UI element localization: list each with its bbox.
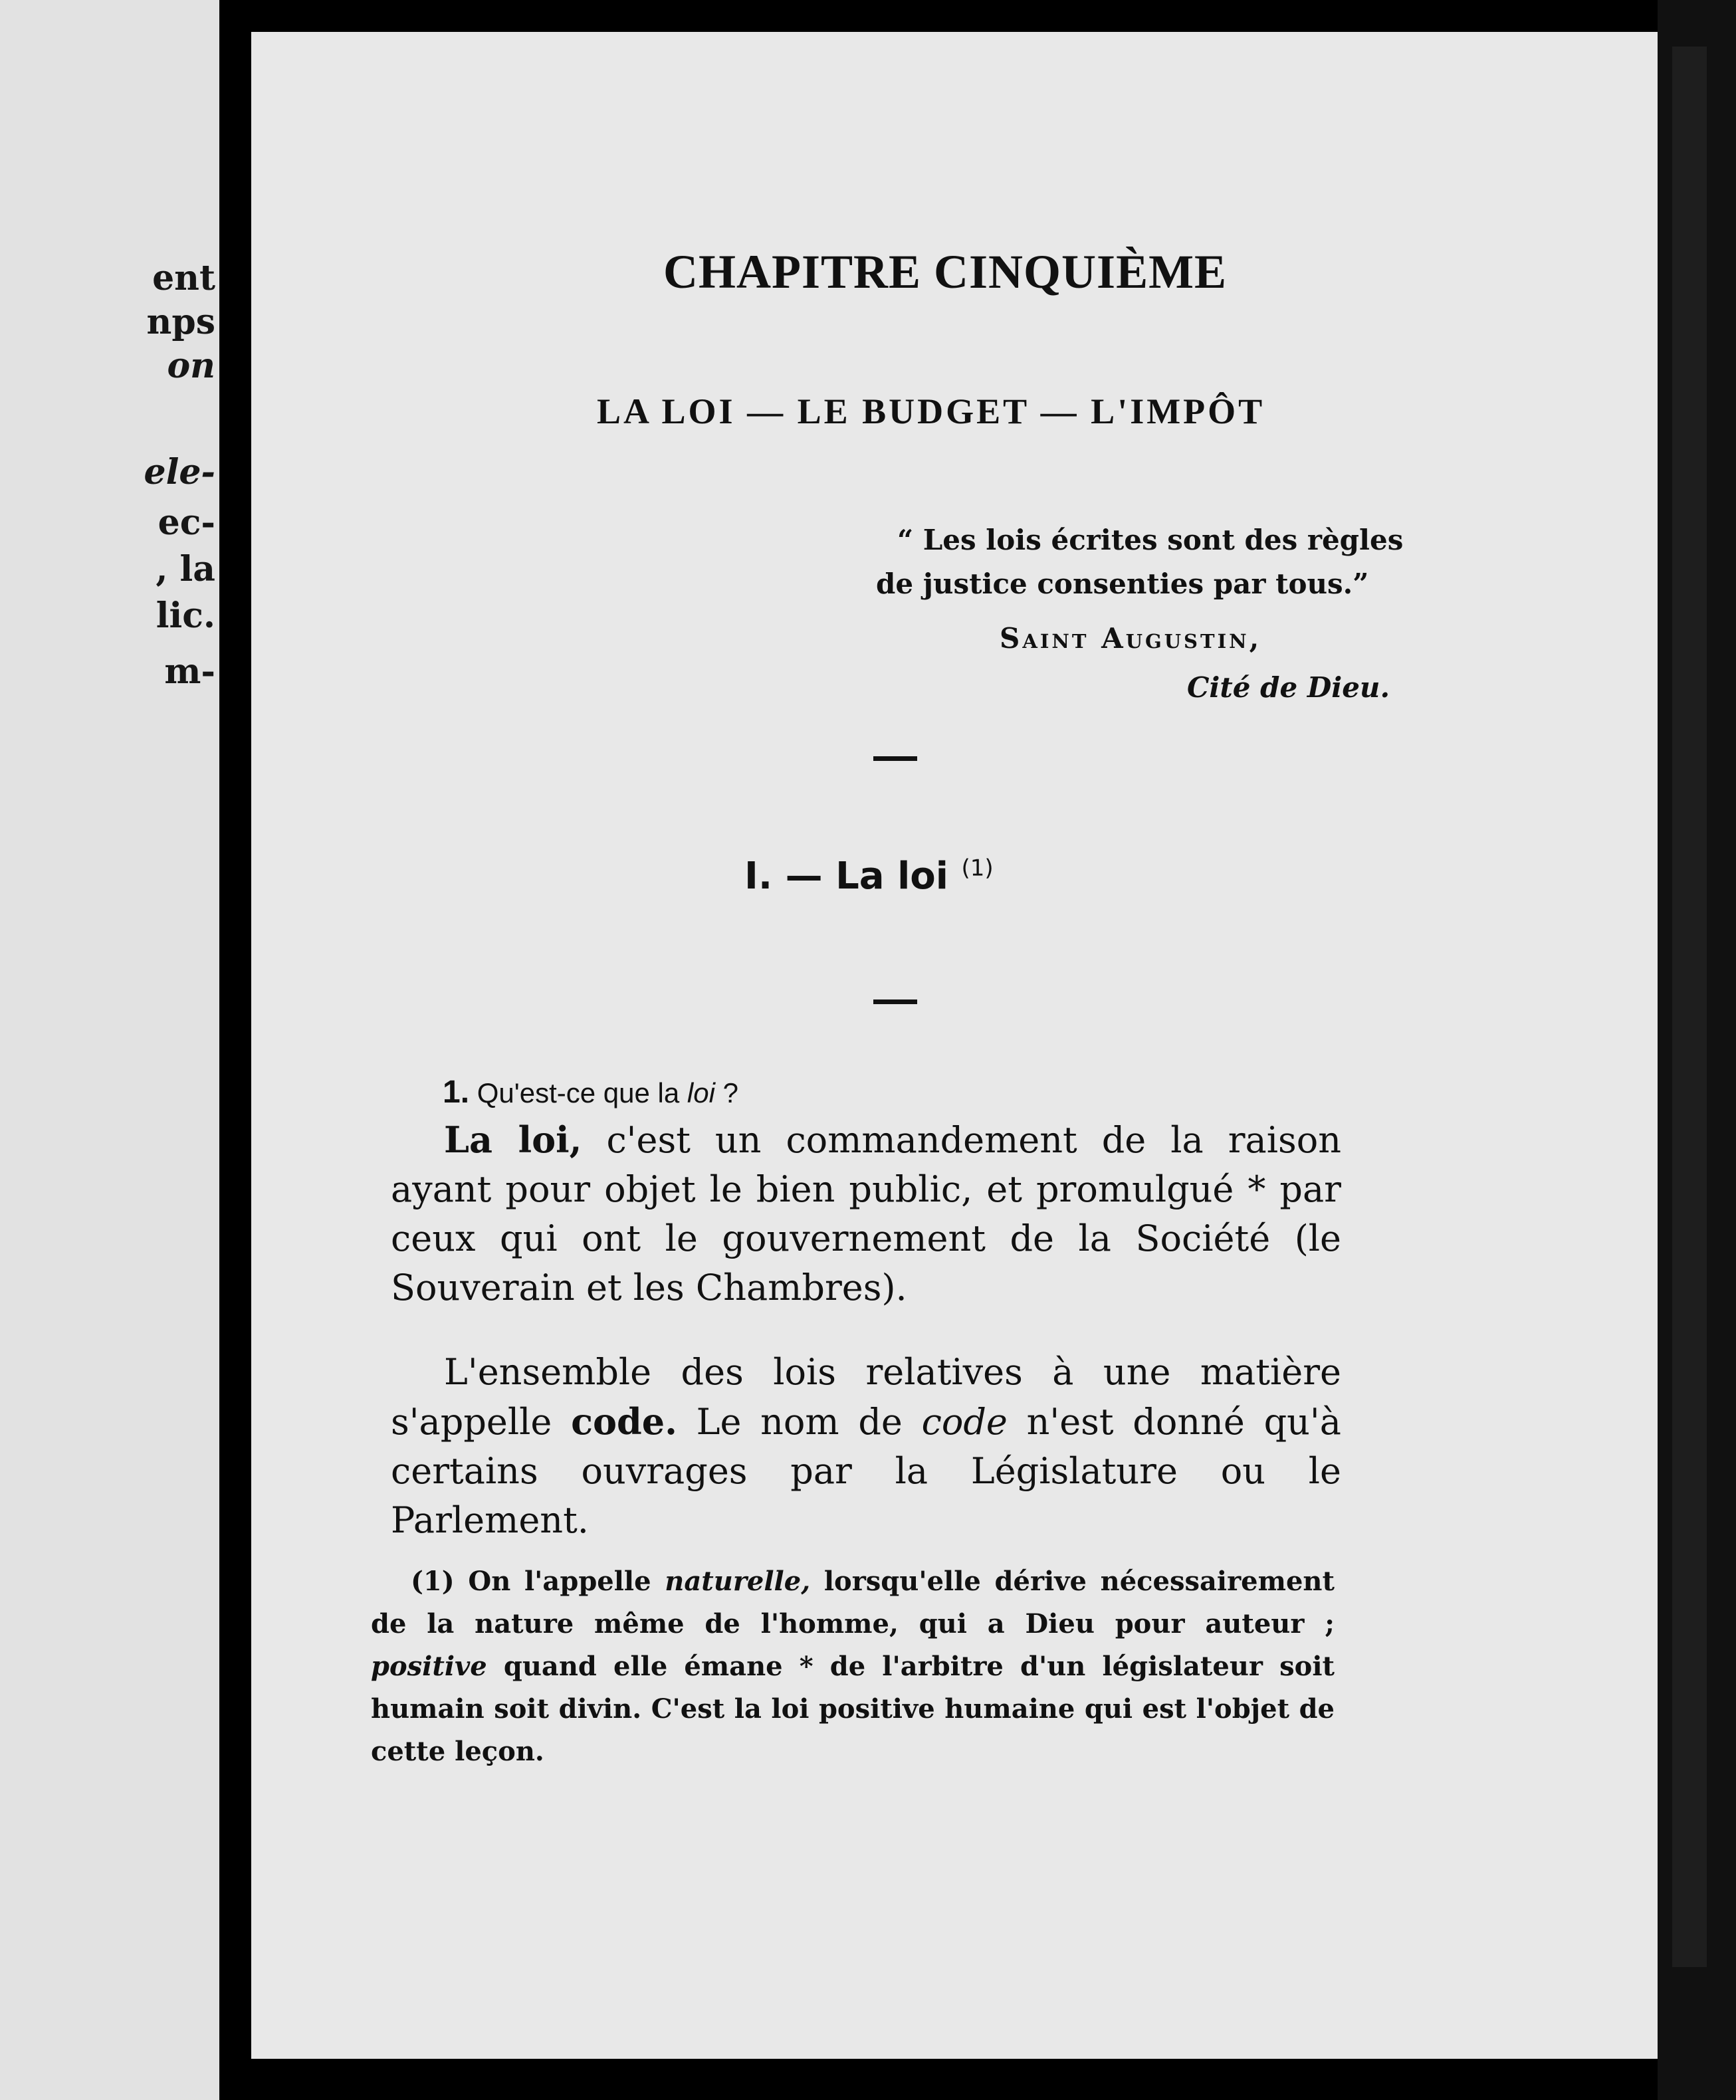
- chapter-title: CHAPITRE CINQUIÈME: [663, 245, 1228, 298]
- footnote-marker: (1): [411, 1566, 455, 1597]
- previous-page-fragment: ec-: [158, 502, 215, 543]
- question: [443, 1074, 738, 1110]
- book-page: [251, 32, 1658, 2059]
- page-edge: [1658, 0, 1736, 2100]
- paragraph-text: L'ensemble des lois relatives à une matière s'appelle: [391, 1351, 1341, 1443]
- italic-term: code: [921, 1401, 1008, 1443]
- section-heading-text: I. — La loi: [744, 855, 948, 898]
- footnote: [371, 1560, 1335, 1773]
- footnote-term: positive: [371, 1651, 487, 1682]
- paragraph-text: c'est un commandement de la raison ayant pour objet le bien public, et promulgué * par ceux qui ont le gouvernement de la Société (le Souverain et les Chambres).: [391, 1119, 1341, 1309]
- footnote-reference: (1): [961, 855, 994, 882]
- footnote-term: naturelle,: [665, 1566, 811, 1597]
- question-mark: ?: [722, 1077, 738, 1108]
- defined-term: code.: [571, 1400, 677, 1443]
- answer-paragraph: [391, 1115, 1341, 1312]
- section-heading: [744, 855, 994, 898]
- footnote-text: quand elle émane * de l'arbitre d'un législateur soit humain soit divin. C'est la loi positive humaine qui est l'objet de cette leçon.: [371, 1651, 1335, 1767]
- previous-page-fragment: nps: [146, 302, 215, 342]
- footnote-text: lorsqu'elle dérive nécessairement de la nature même de l'homme, qui a Dieu pour auteur ;: [371, 1566, 1335, 1639]
- paragraph-text: Le nom de: [696, 1401, 903, 1443]
- epigraph-line: “ Les lois écrites sont des règles: [897, 524, 1404, 556]
- question-term: loi: [687, 1077, 715, 1108]
- epigraph-line: de justice consenties par tous.”: [876, 568, 1369, 600]
- epigraph-author: Saint Augustin,: [1000, 622, 1262, 655]
- epigraph-work: Cité de Dieu.: [1187, 671, 1390, 704]
- paragraph-text: n'est donné qu'à certains ouvrages par la Législature ou le Parlement.: [391, 1401, 1341, 1541]
- chapter-subtitle: LA LOI — LE BUDGET — L'IMPÔT: [597, 391, 1265, 431]
- previous-page-fragment: , la: [156, 549, 215, 589]
- defined-term: La loi,: [444, 1118, 582, 1161]
- section-divider: [873, 999, 917, 1004]
- previous-page-fragment: lic.: [156, 595, 215, 636]
- footnote-text: On l'appelle: [468, 1566, 651, 1597]
- previous-page-fragment: m-: [164, 651, 215, 692]
- previous-page: [0, 0, 219, 2100]
- previous-page-fragment: ele-: [144, 452, 215, 492]
- answer-paragraph: [391, 1348, 1341, 1545]
- previous-page-fragment: ent: [152, 258, 215, 298]
- book-gutter: [219, 0, 251, 2100]
- section-divider: [873, 756, 917, 761]
- question-number: 1.: [443, 1075, 470, 1110]
- question-text: Qu'est-ce que la: [477, 1077, 680, 1108]
- previous-page-fragment: on: [167, 346, 215, 386]
